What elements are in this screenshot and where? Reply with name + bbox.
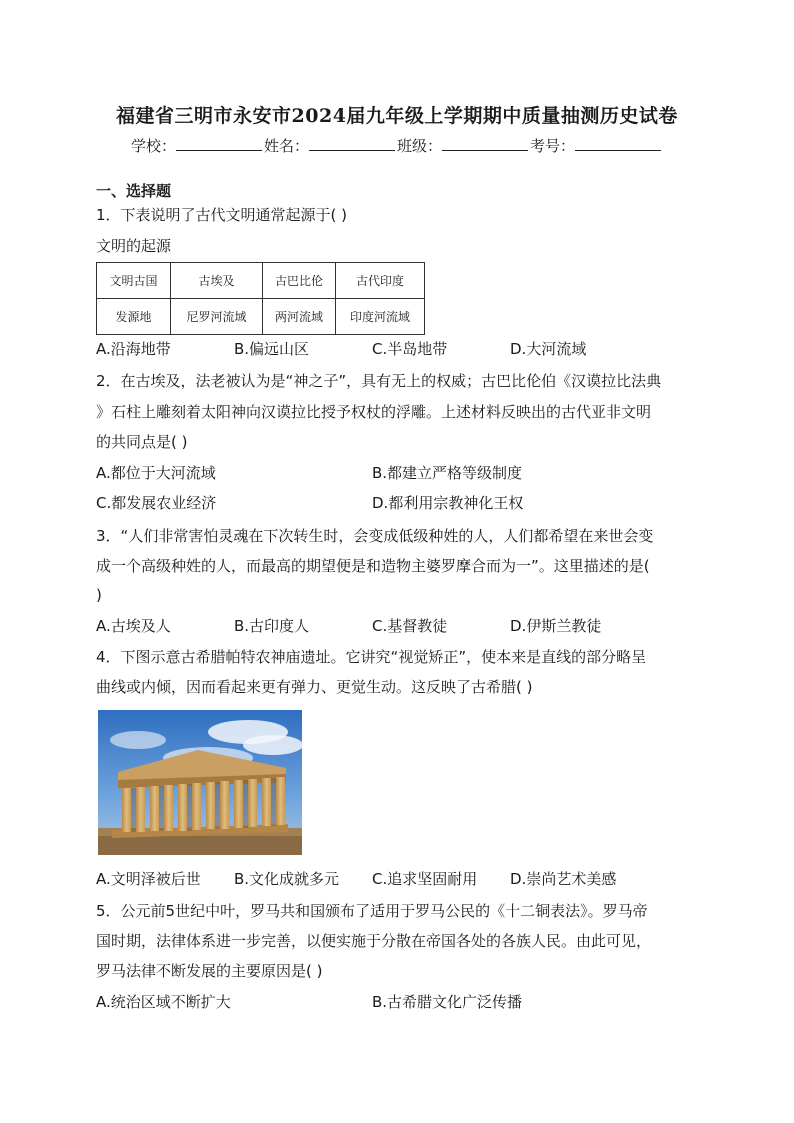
table-row <box>97 299 425 335</box>
question-1-stem: 1．下表说明了古代文明通常起源于( ) <box>96 206 348 224</box>
table-cell: 印度河流域 <box>336 299 425 335</box>
number-label: 考号： <box>530 137 576 155</box>
question-2-line: 》石柱上雕刻着太阳神向汉谟拉比授予权杖的浮雕。上述材料反映出的古代亚非文明 <box>96 403 652 421</box>
question-3-line: 成一个高级种姓的人，而最高的期望便是和造物主婆罗摩合而为一”。这里描述的是( <box>96 557 650 575</box>
table-cell: 古埃及 <box>171 263 263 299</box>
question-3-line: 3．“人们非常害怕灵魂在下次转生时，会变成低级种姓的人，人们都希望在来世会变 <box>96 527 654 545</box>
student-info-row <box>0 135 794 156</box>
table-cell: 两河流域 <box>263 299 336 335</box>
question-3-line: ) <box>96 586 102 604</box>
question-5-line: 罗马法律不断发展的主要原因是( ) <box>96 962 323 980</box>
question-5-line: 国时期，法律体系进一步完善，以便实施于分散在帝国各处的各族人民。由此可见， <box>96 932 652 950</box>
section-heading: 一、选择题 <box>96 182 172 200</box>
table-cell: 文明古国 <box>97 263 171 299</box>
table-row <box>97 263 425 299</box>
table-cell: 尼罗河流域 <box>171 299 263 335</box>
q3-option-b[interactable]: B.古印度人 <box>234 617 310 635</box>
q3-option-a[interactable]: A.古埃及人 <box>96 617 171 635</box>
number-blank[interactable] <box>575 137 661 151</box>
q5-option-b[interactable]: B.古希腊文化广泛传播 <box>372 993 523 1011</box>
class-blank[interactable] <box>442 137 528 151</box>
q1-option-c[interactable]: C.半岛地带 <box>372 340 448 358</box>
table-caption: 文明的起源 <box>96 237 172 255</box>
q2-option-d[interactable]: D.都利用宗教神化王权 <box>372 494 524 512</box>
q4-option-b[interactable]: B.文化成就多元 <box>234 870 340 888</box>
question-2-line: 2．在古埃及，法老被认为是“神之子”，具有无上的权威；古巴比伦伯《汉谟拉比法典 <box>96 372 662 390</box>
q1-option-d[interactable]: D.大河流域 <box>510 340 587 358</box>
question-2-line: 的共同点是( ) <box>96 433 188 451</box>
q4-option-c[interactable]: C.追求坚固耐用 <box>372 870 478 888</box>
q3-option-c[interactable]: C.基督教徒 <box>372 617 448 635</box>
table-cell: 古巴比伦 <box>263 263 336 299</box>
name-blank[interactable] <box>309 137 395 151</box>
civilization-origin-table <box>96 262 425 335</box>
q4-option-a[interactable]: A.文明泽被后世 <box>96 870 201 888</box>
q1-option-a[interactable]: A.沿海地带 <box>96 340 171 358</box>
q2-option-c[interactable]: C.都发展农业经济 <box>96 494 217 512</box>
class-label: 班级： <box>397 137 443 155</box>
table-cell: 古代印度 <box>336 263 425 299</box>
q2-option-b[interactable]: B.都建立严格等级制度 <box>372 464 523 482</box>
table-cell: 发源地 <box>97 299 171 335</box>
q3-option-d[interactable]: D.伊斯兰教徒 <box>510 617 602 635</box>
question-4-line: 曲线或内倾，因而看起来更有弹力、更觉生动。这反映了古希腊( ) <box>96 678 533 696</box>
school-blank[interactable] <box>176 137 262 151</box>
exam-title: 福建省三明市永安市2024届九年级上学期期中质量抽测历史试卷 <box>116 105 678 127</box>
q1-option-b[interactable]: B.偏远山区 <box>234 340 310 358</box>
q4-option-d[interactable]: D.崇尚艺术美感 <box>510 870 617 888</box>
name-label: 姓名： <box>263 137 309 155</box>
parthenon-photo <box>98 710 302 855</box>
question-4-line: 4．下图示意古希腊帕特农神庙遗址。它讲究“视觉矫正”，使本来是直线的部分略呈 <box>96 648 647 666</box>
question-5-line: 5．公元前5世纪中叶，罗马共和国颁布了适用于罗马公民的《十二铜表法》。罗马帝 <box>96 902 648 920</box>
q5-option-a[interactable]: A.统治区域不断扩大 <box>96 993 231 1011</box>
q2-option-a[interactable]: A.都位于大河流域 <box>96 464 216 482</box>
school-label: 学校： <box>130 137 176 155</box>
